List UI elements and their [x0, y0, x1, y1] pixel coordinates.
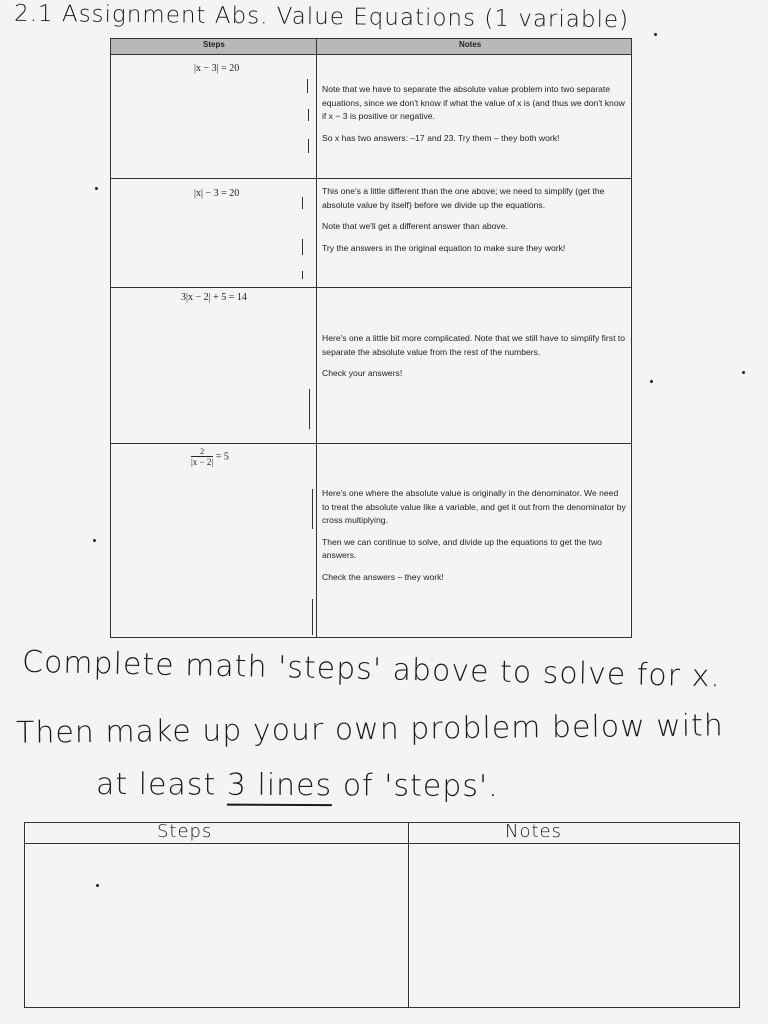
fraction-numerator: 2 [191, 447, 213, 457]
header-steps: Steps [203, 40, 225, 49]
note-cell-3 [322, 332, 627, 389]
scan-mark [302, 271, 303, 279]
scan-dot [650, 380, 653, 383]
fraction-denominator: |x − 2| [191, 457, 214, 467]
note-text: Here's one where the absolute value is originally in the denominator. We need to treat the absolute value like a variable, and get it out from the denominator by cross multiplying. [322, 488, 626, 525]
note-cell-1 [322, 83, 627, 153]
header-notes: Notes [459, 40, 482, 49]
step-equation-4 [191, 447, 229, 467]
page-title: 2.1 Assignment Abs. Value Equations (1 variable) [13, 0, 630, 34]
scan-dot [93, 539, 96, 542]
note-text: Check the answers – they work! [322, 571, 444, 582]
scan-mark [312, 599, 313, 635]
example-table [110, 38, 632, 638]
step-equation-1: |x − 3| = 20 [194, 63, 240, 74]
instruction-text: at least [95, 766, 227, 803]
row-divider [111, 287, 631, 288]
scan-dot [742, 371, 745, 374]
scan-mark [308, 139, 309, 153]
instruction-line-2: Then make up your own problem below with [15, 708, 725, 751]
note-cell-4 [322, 487, 627, 592]
note-text: Note that we have to separate the absolute value problem into two separate equations, since we don't know if what the value of x is (and thus we don't know if x − 3 is positive or negative. [322, 84, 625, 121]
scan-mark [309, 389, 310, 429]
scan-mark [312, 489, 313, 529]
scan-dot [95, 187, 98, 190]
note-text: So x has two answers: –17 and 23. Try them – they both work! [322, 132, 560, 143]
row-divider [111, 443, 631, 444]
header-notes: Notes [505, 821, 562, 842]
student-table [24, 822, 740, 1008]
note-text: This one's a little different than the one above; we need to simplify (get the absolute value by itself) before we divide up the equations. [322, 186, 605, 210]
scan-mark [308, 109, 309, 121]
table-header [111, 39, 631, 55]
emphasis-underlined: 3 lines [227, 768, 333, 807]
header-steps: Steps [157, 821, 213, 842]
fraction [191, 447, 213, 467]
column-divider [408, 823, 409, 1007]
scan-mark [307, 79, 308, 93]
instruction-text: of 'steps'. [332, 768, 499, 805]
row-divider [111, 178, 631, 179]
equation-rhs: = 5 [215, 451, 229, 463]
step-equation-3: 3|x − 2| + 5 = 14 [181, 292, 247, 303]
note-text: Try the answers in the original equation to make sure they work! [322, 242, 566, 253]
note-text: Check your answers! [322, 368, 403, 378]
note-text: Then we can continue to solve, and divide up the equations to get the two answers. [322, 536, 602, 560]
scan-mark [302, 239, 303, 255]
note-text: Here's one a little bit more complicated. Note that we still have to simplify first to separate the absolute value from the rest of the numbers. [322, 333, 626, 357]
instruction-line-3 [96, 767, 499, 804]
step-equation-2: |x| − 3 = 20 [194, 188, 240, 199]
note-cell-2 [322, 185, 627, 263]
column-divider [316, 39, 317, 637]
instruction-line-1: Complete math 'steps' above to solve for x. [21, 644, 722, 695]
scan-mark [302, 197, 303, 209]
note-text: Note that we'll get a different answer than above. [322, 221, 508, 231]
scan-dot [654, 33, 657, 36]
header-divider [25, 843, 739, 844]
